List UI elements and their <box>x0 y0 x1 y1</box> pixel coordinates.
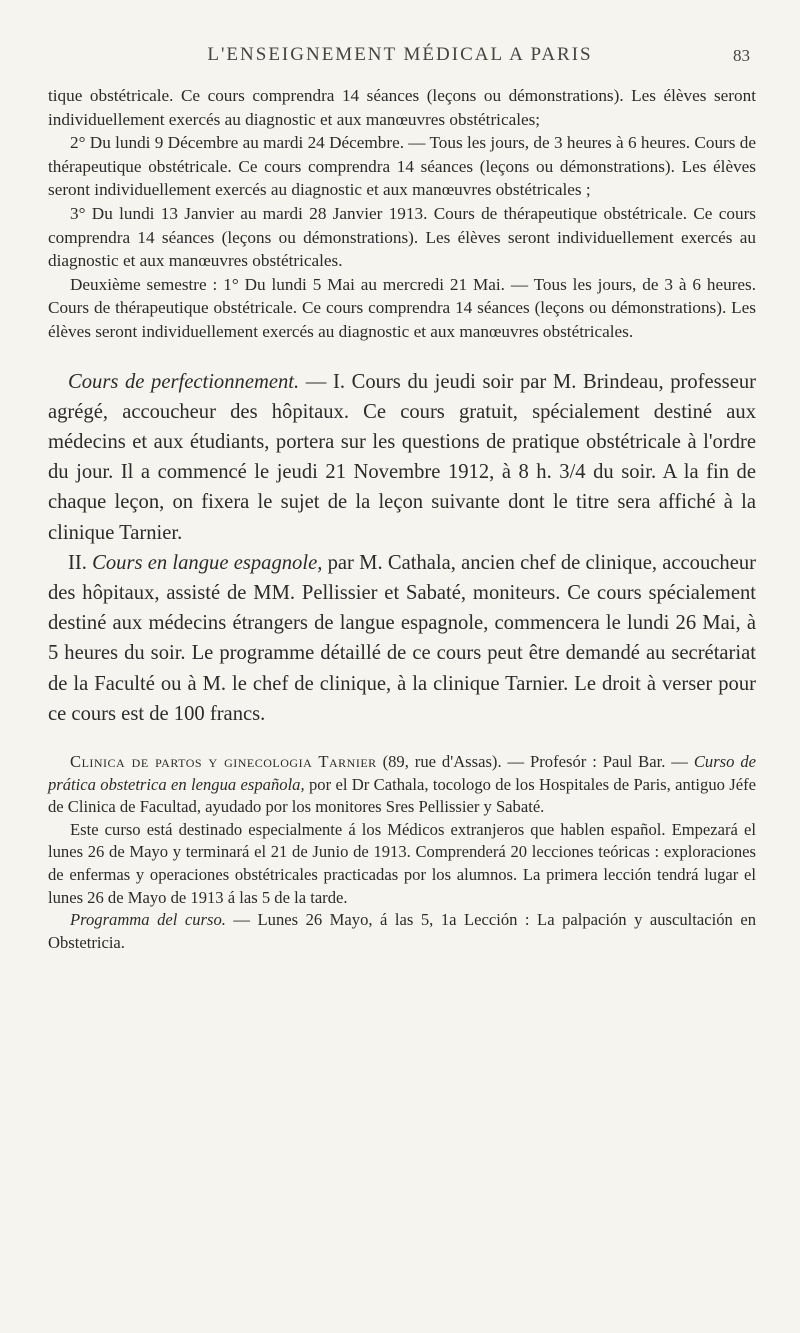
clinica-heading: Clinica de partos y ginecologia Tarnier <box>70 751 377 771</box>
paragraph-programma <box>48 909 756 954</box>
perfectionnement-section <box>48 367 756 729</box>
page-number: 83 <box>733 46 750 65</box>
paragraph-clinica <box>48 751 756 819</box>
paragraph-course-3: 3° Du lundi 13 Janvier au mardi 28 Janvier 1913. Cours de thérapeutique obstétricale. Ce cours comprendra 14 séances (leçons ou démonstrations). Les élèves seront individuellement exercés au diagnostic et aux manœuvres obstétricales. <box>48 203 756 271</box>
paragraph-spanish-course <box>48 548 756 729</box>
perfectionnement-text: — I. Cours du jeudi soir par M. Brindeau, professeur agrégé, accoucheur des hôpitaux. Ce cours gratuit, spécialement destiné aux médecins et aux étudiants, portera sur les questions de pratique obstétricale à l'ordre du jour. Il a commencé le jeudi 21 Novembre 1912, à 8 h. 3/4 du soir. A la fin de chaque leçon, on fixera le sujet de la leçon suivante dont le titre sera affiché à la clinique Tarnier. <box>48 370 756 544</box>
semester-schedule-section <box>48 84 756 344</box>
perfectionnement-heading: Cours de perfectionnement. <box>68 370 300 393</box>
paragraph-second-semester: Deuxième semestre : 1° Du lundi 5 Mai au mercredi 21 Mai. — Tous les jours, de 3 à 6 heures. Cours de thérapeutique obstétricale. Ce cours comprendra 14 séances (leçons ou démonstrations). Les élèves seront individuellement exercés au diagnostic et aux manœuvres obstétricales. <box>48 274 756 341</box>
clinica-text-b: por el Dr Cathala, tocologo de los Hospitales de Paris, antiguo Jéfe de Clinica de Facultad, ayudado por los monitores Sres Pellissier y Sabaté. <box>48 774 756 817</box>
paragraph-perfectionnement <box>48 367 756 548</box>
spanish-announcement-section <box>48 751 756 954</box>
paragraph-curso-details: Este curso está destinado especialmente á los Médicos extranjeros que hablen español. Empezará el lunes 26 de Mayo y terminará el 21 de Junio de 1913. Comprenderá 20 lecciones teóricas : exploraciones de enfermas y operaciones obstétricales practicadas por los alumnos. La primera lección tendrá lugar el lunes 26 de Mayo de 1913 á las 5 de la tarde. <box>48 819 756 907</box>
paragraph-continuation: tique obstétricale. Ce cours comprendra 14 séances (leçons ou démonstrations). Les élèves seront individuellement exercés au diagnostic et aux manœuvres obstétricales; <box>48 86 756 129</box>
paragraph-course-2: 2° Du lundi 9 Décembre au mardi 24 Décembre. — Tous les jours, de 3 heures à 6 heures. Cours de thérapeutique obstétricale. Ce cours comprendra 14 séances (leçons ou démonstrations). Les élèves seront individuellement exercés au diagnostic et aux manœuvres obstétricales ; <box>48 133 756 200</box>
spanish-course-text: par M. Cathala, ancien chef de clinique, accoucheur des hôpitaux, assisté de MM. Pellissier et Sabaté, moniteurs. Ce cours spécialement destiné aux médecins étrangers de langue espagnole, commencera le lundi 26 Mai, à 5 heures du soir. Le programme détaillé de ce cours peut être demandé au secrétariat de la Faculté ou à M. le chef de clinique, à la clinique Tarnier. Le droit à verser pour ce cours est de 100 francs. <box>48 551 756 725</box>
running-header <box>0 44 800 74</box>
spanish-course-numeral: II. <box>68 551 93 574</box>
running-title: L'ENSEIGNEMENT MÉDICAL A PARIS <box>207 44 593 65</box>
programma-heading: Programma del curso. <box>70 910 226 930</box>
body-text <box>48 84 756 954</box>
clinica-text-a: (89, rue d'Assas). — Profesór : Paul Bar. — <box>376 751 694 771</box>
spanish-course-heading: Cours en langue espagnole, <box>92 551 323 574</box>
curso-title: Curso de prática obstetrica en lengua española, <box>48 751 756 794</box>
programma-text: — Lunes 26 Mayo, á las 5, 1a Lección : La palpación y auscultación en Obstetricia. <box>48 910 756 952</box>
